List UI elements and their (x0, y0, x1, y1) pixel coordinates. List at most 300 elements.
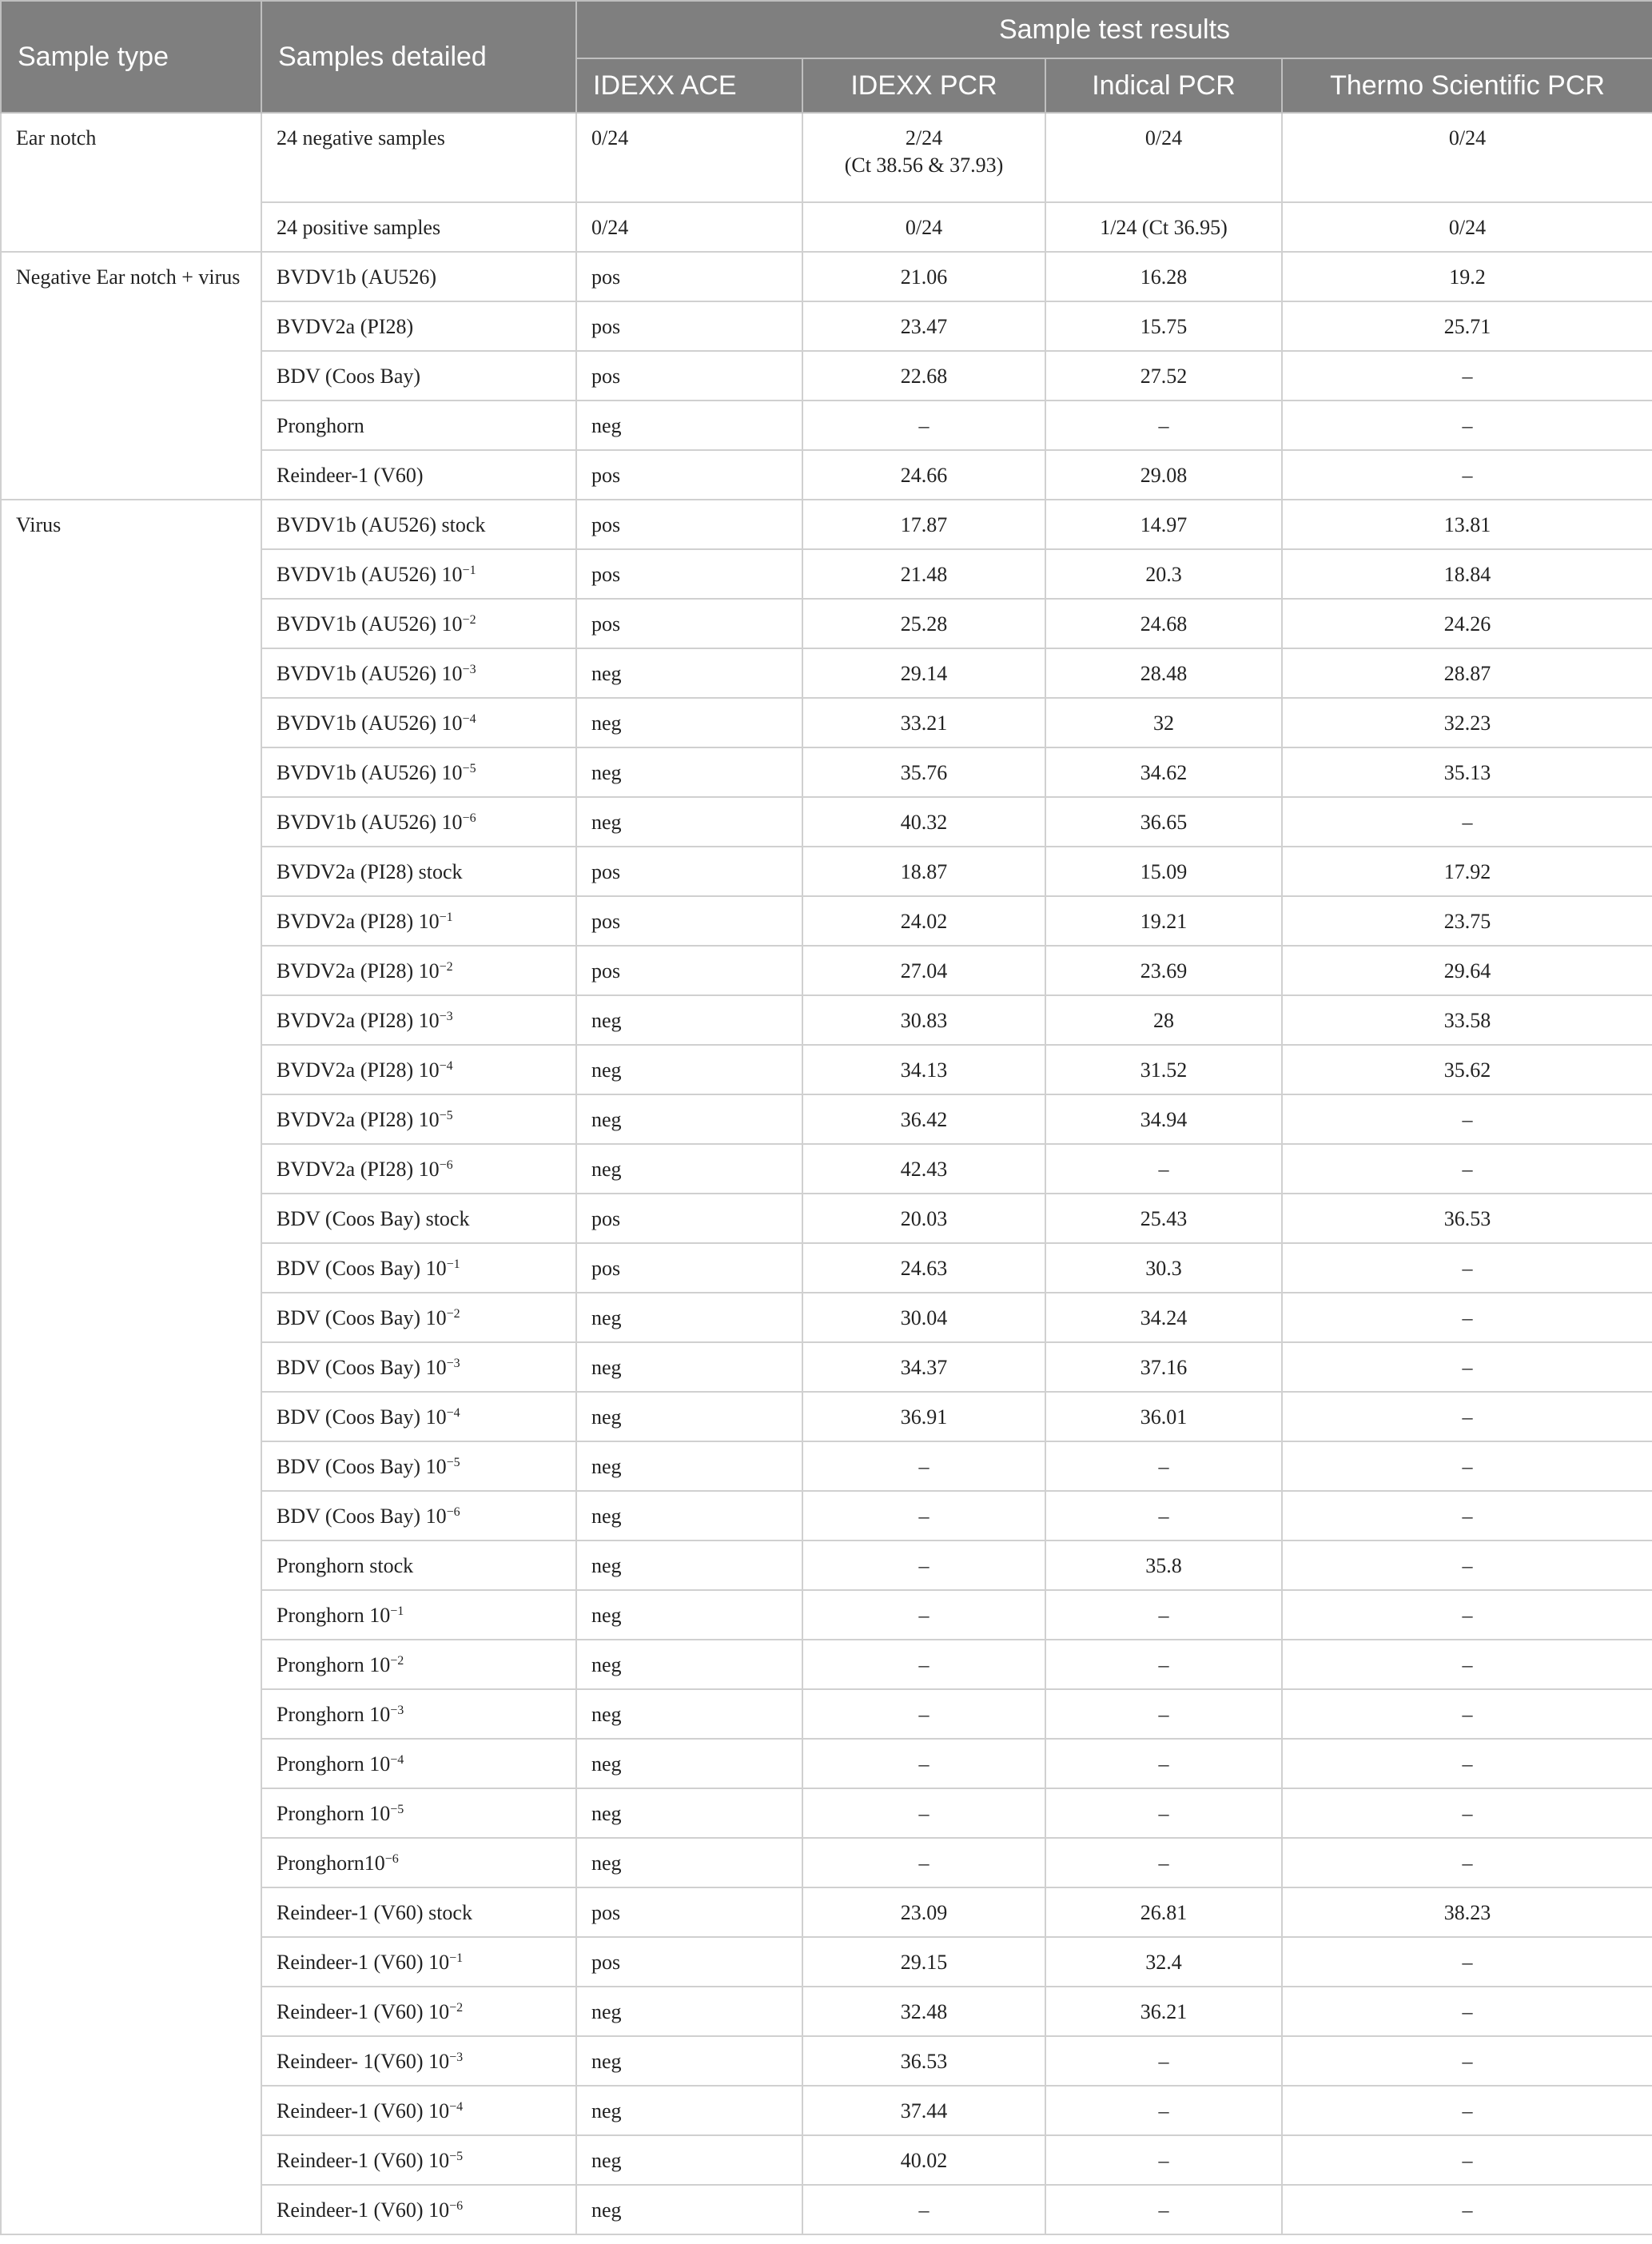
sample-detail-cell (261, 1293, 576, 1342)
sample-detail-cell (261, 500, 576, 549)
sample-detail-text: BDV (Coos Bay) (277, 365, 421, 388)
idexx-pcr-cell (802, 252, 1045, 301)
table-header (1, 1, 1652, 113)
indical-pcr-cell: 28.48 (1045, 648, 1282, 698)
idexx-ace-cell: pos (576, 301, 802, 351)
sample-detail-text: Pronghorn stock (277, 1554, 414, 1577)
sample-detail-cell (261, 1541, 576, 1590)
idexx-pcr-value: 30.04 (900, 1306, 948, 1329)
idexx-pcr-value: 34.13 (900, 1058, 948, 1082)
idexx-pcr-cell (802, 500, 1045, 549)
idexx-ace-cell: neg (576, 1739, 802, 1788)
idexx-pcr-value: 24.63 (900, 1257, 948, 1280)
sample-detail-text: Reindeer-1 (V60) 10 (277, 2149, 450, 2172)
dilution-exponent: −3 (449, 2051, 464, 2064)
idexx-ace-cell: pos (576, 1887, 802, 1937)
idexx-pcr-value: 27.04 (900, 959, 948, 982)
indical-pcr-cell: 15.75 (1045, 301, 1282, 351)
indical-pcr-cell: 0/24 (1045, 113, 1282, 202)
idexx-ace-cell: neg (576, 797, 802, 847)
table-body (1, 113, 1652, 2234)
idexx-pcr-value: 24.02 (900, 910, 948, 933)
idexx-pcr-value: 24.66 (900, 464, 948, 487)
thermo-pcr-cell: – (1282, 1987, 1652, 2036)
idexx-pcr-value: 21.48 (900, 563, 948, 586)
sample-detail-cell (261, 1144, 576, 1194)
indical-pcr-cell: 20.3 (1045, 549, 1282, 599)
indical-pcr-cell: 1/24 (Ct 36.95) (1045, 202, 1282, 252)
idexx-pcr-value: 20.03 (900, 1207, 948, 1230)
idexx-pcr-cell (802, 1937, 1045, 1987)
thermo-pcr-cell: – (1282, 1689, 1652, 1739)
idexx-pcr-cell (802, 847, 1045, 896)
idexx-pcr-value: 42.43 (900, 1158, 948, 1181)
indical-pcr-cell: 32.4 (1045, 1937, 1282, 1987)
header-thermo-pcr: Thermo Scientific PCR (1282, 58, 1652, 113)
idexx-ace-cell: neg (576, 1144, 802, 1194)
sample-detail-text: BVDV1b (AU526) stock (277, 513, 486, 536)
sample-detail-text: Pronghorn 10 (277, 1604, 391, 1627)
dilution-exponent: −4 (446, 1406, 460, 1420)
thermo-pcr-cell: – (1282, 351, 1652, 401)
idexx-ace-cell: pos (576, 1937, 802, 1987)
indical-pcr-cell: – (1045, 2086, 1282, 2135)
indical-pcr-cell: – (1045, 1441, 1282, 1491)
idexx-pcr-cell (802, 1045, 1045, 1094)
sample-detail-cell (261, 351, 576, 401)
sample-detail-cell (261, 252, 576, 301)
dilution-exponent: −3 (439, 1010, 453, 1023)
idexx-ace-cell: neg (576, 1541, 802, 1590)
idexx-ace-cell: pos (576, 946, 802, 995)
idexx-pcr-value: – (918, 414, 929, 437)
indical-pcr-cell: 15.09 (1045, 847, 1282, 896)
idexx-pcr-cell (802, 1293, 1045, 1342)
sample-detail-text: BVDV2a (PI28) 10 (277, 1108, 440, 1131)
idexx-pcr-cell (802, 2185, 1045, 2234)
sample-detail-cell (261, 450, 576, 500)
indical-pcr-cell: 36.01 (1045, 1392, 1282, 1441)
sample-detail-cell (261, 1689, 576, 1739)
idexx-pcr-cell (802, 1590, 1045, 1640)
idexx-ace-cell: pos (576, 252, 802, 301)
idexx-pcr-value: 21.06 (900, 265, 948, 289)
dilution-exponent: −2 (462, 613, 476, 627)
sample-type-cell: Negative Ear notch + virus (1, 252, 261, 500)
indical-pcr-cell: 37.16 (1045, 1342, 1282, 1392)
idexx-ace-cell: pos (576, 847, 802, 896)
thermo-pcr-cell: – (1282, 1293, 1652, 1342)
thermo-pcr-cell: 23.75 (1282, 896, 1652, 946)
header-samples-detailed: Samples detailed (261, 1, 576, 113)
indical-pcr-cell: 26.81 (1045, 1887, 1282, 1937)
indical-pcr-cell: – (1045, 1491, 1282, 1541)
idexx-pcr-cell (802, 1094, 1045, 1144)
idexx-pcr-cell (802, 301, 1045, 351)
idexx-ace-cell: neg (576, 648, 802, 698)
thermo-pcr-cell: 0/24 (1282, 202, 1652, 252)
dilution-exponent: −5 (439, 1109, 453, 1122)
thermo-pcr-cell: – (1282, 2086, 1652, 2135)
table-row (1, 500, 1652, 549)
indical-pcr-cell: 19.21 (1045, 896, 1282, 946)
idexx-ace-cell: neg (576, 1689, 802, 1739)
sample-detail-text: 24 positive samples (277, 216, 441, 239)
idexx-pcr-cell (802, 1689, 1045, 1739)
thermo-pcr-cell: 32.23 (1282, 698, 1652, 747)
idexx-pcr-value: – (918, 1851, 929, 1875)
dilution-exponent: −1 (439, 911, 453, 924)
idexx-ace-cell: neg (576, 1838, 802, 1887)
sample-detail-text: BVDV2a (PI28) 10 (277, 1158, 440, 1181)
sample-detail-text: Pronghorn 10 (277, 1752, 391, 1776)
thermo-pcr-cell: 38.23 (1282, 1887, 1652, 1937)
sample-detail-text: BVDV1b (AU526) 10 (277, 761, 463, 784)
sample-detail-cell (261, 2086, 576, 2135)
idexx-ace-cell: neg (576, 698, 802, 747)
sample-detail-cell (261, 747, 576, 797)
dilution-exponent: −6 (384, 1852, 399, 1866)
sample-detail-text: Reindeer-1 (V60) stock (277, 1901, 472, 1924)
idexx-pcr-cell (802, 599, 1045, 648)
sample-detail-cell (261, 1491, 576, 1541)
idexx-pcr-cell (802, 1640, 1045, 1689)
sample-detail-text: BDV (Coos Bay) 10 (277, 1505, 447, 1528)
indical-pcr-cell: 27.52 (1045, 351, 1282, 401)
idexx-pcr-cell (802, 1342, 1045, 1392)
idexx-pcr-value: 32.48 (900, 2000, 948, 2023)
idexx-pcr-value: – (918, 1703, 929, 1726)
sample-detail-text: BDV (Coos Bay) stock (277, 1207, 470, 1230)
indical-pcr-cell: – (1045, 2036, 1282, 2086)
thermo-pcr-cell: – (1282, 1392, 1652, 1441)
sample-detail-text: Pronghorn 10 (277, 1653, 391, 1676)
idexx-ace-cell: neg (576, 1987, 802, 2036)
thermo-pcr-cell: – (1282, 2185, 1652, 2234)
indical-pcr-cell: – (1045, 1838, 1282, 1887)
sample-detail-text: Pronghorn 10 (277, 1703, 391, 1726)
idexx-pcr-value: – (918, 2198, 929, 2222)
header-group-test-results: Sample test results (576, 1, 1652, 58)
thermo-pcr-cell: 29.64 (1282, 946, 1652, 995)
idexx-ace-cell: neg (576, 1045, 802, 1094)
idexx-pcr-value: 35.76 (900, 761, 948, 784)
idexx-ace-cell: neg (576, 1094, 802, 1144)
sample-detail-cell (261, 599, 576, 648)
sample-detail-cell (261, 2185, 576, 2234)
indical-pcr-cell: 36.65 (1045, 797, 1282, 847)
idexx-pcr-cell (802, 1243, 1045, 1293)
idexx-ace-cell: neg (576, 995, 802, 1045)
indical-pcr-cell: 34.94 (1045, 1094, 1282, 1144)
idexx-pcr-cell (802, 1739, 1045, 1788)
sample-detail-cell (261, 946, 576, 995)
idexx-ace-cell: pos (576, 1243, 802, 1293)
idexx-ace-cell: neg (576, 747, 802, 797)
idexx-pcr-value: 25.28 (900, 612, 948, 636)
sample-detail-text: 24 negative samples (277, 126, 445, 149)
idexx-pcr-cell (802, 1541, 1045, 1590)
dilution-exponent: −6 (446, 1505, 460, 1519)
idexx-pcr-cell (802, 995, 1045, 1045)
sample-detail-cell (261, 1838, 576, 1887)
indical-pcr-cell: 30.3 (1045, 1243, 1282, 1293)
idexx-pcr-value: 0/24 (905, 216, 943, 239)
dilution-exponent: −3 (446, 1357, 460, 1370)
dilution-exponent: −1 (462, 564, 476, 577)
sample-detail-text: BVDV2a (PI28) 10 (277, 910, 440, 933)
thermo-pcr-cell: – (1282, 401, 1652, 450)
idexx-pcr-cell (802, 351, 1045, 401)
indical-pcr-cell: 24.68 (1045, 599, 1282, 648)
sample-detail-text: BVDV1b (AU526) 10 (277, 662, 463, 685)
idexx-pcr-cell (802, 2135, 1045, 2185)
indical-pcr-cell: 35.8 (1045, 1541, 1282, 1590)
idexx-ace-cell: neg (576, 401, 802, 450)
thermo-pcr-cell: 24.26 (1282, 599, 1652, 648)
thermo-pcr-cell: 35.13 (1282, 747, 1652, 797)
idexx-pcr-value: 37.44 (900, 2099, 948, 2122)
sample-detail-cell (261, 1342, 576, 1392)
header-idexx-ace: IDEXX ACE (576, 58, 802, 113)
dilution-exponent: −2 (449, 2001, 464, 2015)
idexx-pcr-value: 33.21 (900, 711, 948, 735)
idexx-ace-cell: pos (576, 549, 802, 599)
sample-detail-text: Reindeer-1 (V60) 10 (277, 2099, 450, 2122)
dilution-exponent: −3 (462, 663, 476, 676)
indical-pcr-cell: – (1045, 401, 1282, 450)
sample-detail-cell (261, 1045, 576, 1094)
sample-detail-cell (261, 995, 576, 1045)
idexx-pcr-value: – (918, 1604, 929, 1627)
dilution-exponent: −1 (449, 1951, 464, 1965)
sample-detail-text: Pronghorn (277, 414, 364, 437)
indical-pcr-cell: 34.62 (1045, 747, 1282, 797)
thermo-pcr-cell: – (1282, 1441, 1652, 1491)
thermo-pcr-cell: – (1282, 1491, 1652, 1541)
idexx-ace-cell: neg (576, 2135, 802, 2185)
sample-detail-text: BVDV2a (PI28) stock (277, 860, 463, 883)
sample-detail-cell (261, 401, 576, 450)
table-row (1, 113, 1652, 202)
sample-detail-cell (261, 896, 576, 946)
idexx-pcr-value: 22.68 (900, 365, 948, 388)
idexx-ace-cell: neg (576, 1441, 802, 1491)
idexx-pcr-cell (802, 1491, 1045, 1541)
sample-detail-text: BVDV1b (AU526) 10 (277, 563, 463, 586)
header-sample-type: Sample type (1, 1, 261, 113)
idexx-pcr-value: 2/24 (905, 126, 943, 149)
thermo-pcr-cell: – (1282, 1838, 1652, 1887)
thermo-pcr-cell: – (1282, 2036, 1652, 2086)
idexx-pcr-note: (Ct 38.56 & 37.93) (844, 153, 1004, 177)
dilution-exponent: −5 (390, 1803, 404, 1816)
idexx-pcr-cell (802, 1887, 1045, 1937)
idexx-pcr-value: 34.37 (900, 1356, 948, 1379)
sample-detail-cell (261, 1392, 576, 1441)
idexx-pcr-value: – (918, 1455, 929, 1478)
indical-pcr-cell: 14.97 (1045, 500, 1282, 549)
thermo-pcr-cell: 35.62 (1282, 1045, 1652, 1094)
idexx-pcr-cell (802, 549, 1045, 599)
header-indical-pcr: Indical PCR (1045, 58, 1282, 113)
idexx-pcr-value: 36.53 (900, 2050, 948, 2073)
idexx-pcr-value: 36.91 (900, 1405, 948, 1429)
indical-pcr-cell: – (1045, 1590, 1282, 1640)
idexx-ace-cell: pos (576, 1194, 802, 1243)
idexx-ace-cell: neg (576, 1293, 802, 1342)
idexx-pcr-cell (802, 202, 1045, 252)
sample-detail-cell (261, 1094, 576, 1144)
dilution-exponent: −6 (449, 2199, 464, 2213)
thermo-pcr-cell: 0/24 (1282, 113, 1652, 202)
sample-detail-text: BDV (Coos Bay) 10 (277, 1257, 447, 1280)
sample-detail-text: Reindeer- 1(V60) 10 (277, 2050, 450, 2073)
indical-pcr-cell: 29.08 (1045, 450, 1282, 500)
sample-detail-text: BDV (Coos Bay) 10 (277, 1306, 447, 1329)
thermo-pcr-cell: 25.71 (1282, 301, 1652, 351)
dilution-exponent: −5 (449, 2150, 464, 2163)
sample-detail-cell (261, 2135, 576, 2185)
sample-detail-cell (261, 202, 576, 252)
dilution-exponent: −4 (390, 1753, 404, 1767)
thermo-pcr-cell: 19.2 (1282, 252, 1652, 301)
idexx-pcr-cell (802, 113, 1045, 202)
idexx-pcr-cell (802, 1838, 1045, 1887)
sample-detail-cell (261, 2036, 576, 2086)
sample-detail-text: Reindeer-1 (V60) 10 (277, 2198, 450, 2222)
idexx-ace-cell: neg (576, 1640, 802, 1689)
idexx-pcr-cell (802, 450, 1045, 500)
thermo-pcr-cell: – (1282, 1243, 1652, 1293)
sample-detail-cell (261, 847, 576, 896)
dilution-exponent: −5 (462, 762, 476, 775)
idexx-ace-cell: 0/24 (576, 113, 802, 202)
idexx-pcr-value: 29.15 (900, 1951, 948, 1974)
dilution-exponent: −4 (449, 2100, 464, 2114)
sample-detail-text: Pronghorn 10 (277, 1802, 391, 1825)
dilution-exponent: −5 (446, 1456, 460, 1469)
indical-pcr-cell: – (1045, 2185, 1282, 2234)
idexx-ace-cell: neg (576, 2086, 802, 2135)
idexx-pcr-cell (802, 1788, 1045, 1838)
indical-pcr-cell: 23.69 (1045, 946, 1282, 995)
idexx-ace-cell: neg (576, 1342, 802, 1392)
dilution-exponent: −1 (446, 1258, 460, 1271)
idexx-pcr-cell (802, 1144, 1045, 1194)
thermo-pcr-cell: 13.81 (1282, 500, 1652, 549)
thermo-pcr-cell: – (1282, 797, 1652, 847)
dilution-exponent: −1 (390, 1604, 404, 1618)
idexx-ace-cell: pos (576, 896, 802, 946)
sample-detail-text: BVDV2a (PI28) 10 (277, 959, 440, 982)
idexx-pcr-value: 18.87 (900, 860, 948, 883)
indical-pcr-cell: 32 (1045, 698, 1282, 747)
thermo-pcr-cell: – (1282, 1937, 1652, 1987)
sample-type-cell: Ear notch (1, 113, 261, 252)
sample-detail-cell (261, 1194, 576, 1243)
sample-detail-text: BVDV2a (PI28) 10 (277, 1058, 440, 1082)
dilution-exponent: −6 (462, 811, 476, 825)
sample-detail-text: Reindeer-1 (V60) (277, 464, 424, 487)
idexx-pcr-cell (802, 946, 1045, 995)
idexx-pcr-value: – (918, 1554, 929, 1577)
thermo-pcr-cell: – (1282, 1640, 1652, 1689)
idexx-ace-cell: pos (576, 599, 802, 648)
header-idexx-pcr: IDEXX PCR (802, 58, 1045, 113)
idexx-pcr-cell (802, 698, 1045, 747)
sample-detail-text: BVDV1b (AU526) 10 (277, 612, 463, 636)
thermo-pcr-cell: – (1282, 1094, 1652, 1144)
thermo-pcr-cell: – (1282, 2135, 1652, 2185)
sample-detail-cell (261, 549, 576, 599)
indical-pcr-cell: – (1045, 1144, 1282, 1194)
sample-detail-cell (261, 698, 576, 747)
sample-detail-cell (261, 1441, 576, 1491)
sample-detail-cell (261, 1243, 576, 1293)
indical-pcr-cell: – (1045, 1689, 1282, 1739)
idexx-pcr-value: 36.42 (900, 1108, 948, 1131)
sample-detail-text: BDV (Coos Bay) 10 (277, 1405, 447, 1429)
thermo-pcr-cell: – (1282, 1590, 1652, 1640)
sample-detail-cell (261, 1887, 576, 1937)
idexx-pcr-value: 29.14 (900, 662, 948, 685)
idexx-pcr-cell (802, 401, 1045, 450)
idexx-pcr-cell (802, 1441, 1045, 1491)
thermo-pcr-cell: – (1282, 1788, 1652, 1838)
dilution-exponent: −2 (446, 1307, 460, 1321)
thermo-pcr-cell: – (1282, 450, 1652, 500)
indical-pcr-cell: 31.52 (1045, 1045, 1282, 1094)
idexx-pcr-value: 23.09 (900, 1901, 948, 1924)
indical-pcr-cell: – (1045, 2135, 1282, 2185)
sample-detail-cell (261, 1788, 576, 1838)
sample-detail-text: BVDV1b (AU526) 10 (277, 811, 463, 834)
dilution-exponent: −4 (439, 1059, 453, 1073)
thermo-pcr-cell: – (1282, 1342, 1652, 1392)
dilution-exponent: −3 (390, 1704, 404, 1717)
idexx-pcr-value: – (918, 1752, 929, 1776)
sample-detail-text: BVDV2a (PI28) (277, 315, 414, 338)
thermo-pcr-cell: 28.87 (1282, 648, 1652, 698)
indical-pcr-cell: – (1045, 1640, 1282, 1689)
idexx-ace-cell: pos (576, 450, 802, 500)
idexx-pcr-cell (802, 797, 1045, 847)
thermo-pcr-cell: 33.58 (1282, 995, 1652, 1045)
indical-pcr-cell: 28 (1045, 995, 1282, 1045)
idexx-ace-cell: neg (576, 2036, 802, 2086)
idexx-pcr-cell (802, 2036, 1045, 2086)
idexx-ace-cell: 0/24 (576, 202, 802, 252)
dilution-exponent: −4 (462, 712, 476, 726)
sample-detail-cell (261, 1640, 576, 1689)
idexx-pcr-cell (802, 1987, 1045, 2036)
sample-detail-cell (261, 797, 576, 847)
idexx-ace-cell: pos (576, 351, 802, 401)
sample-detail-text: Reindeer-1 (V60) 10 (277, 2000, 450, 2023)
idexx-pcr-value: 17.87 (900, 513, 948, 536)
idexx-pcr-value: 40.02 (900, 2149, 948, 2172)
idexx-pcr-value: – (918, 1505, 929, 1528)
dilution-exponent: −2 (439, 960, 453, 974)
sample-detail-cell (261, 648, 576, 698)
dilution-exponent: −6 (439, 1158, 453, 1172)
idexx-ace-cell: neg (576, 1590, 802, 1640)
idexx-pcr-cell (802, 648, 1045, 698)
idexx-ace-cell: neg (576, 1491, 802, 1541)
idexx-pcr-cell (802, 747, 1045, 797)
sample-detail-text: BDV (Coos Bay) 10 (277, 1356, 447, 1379)
